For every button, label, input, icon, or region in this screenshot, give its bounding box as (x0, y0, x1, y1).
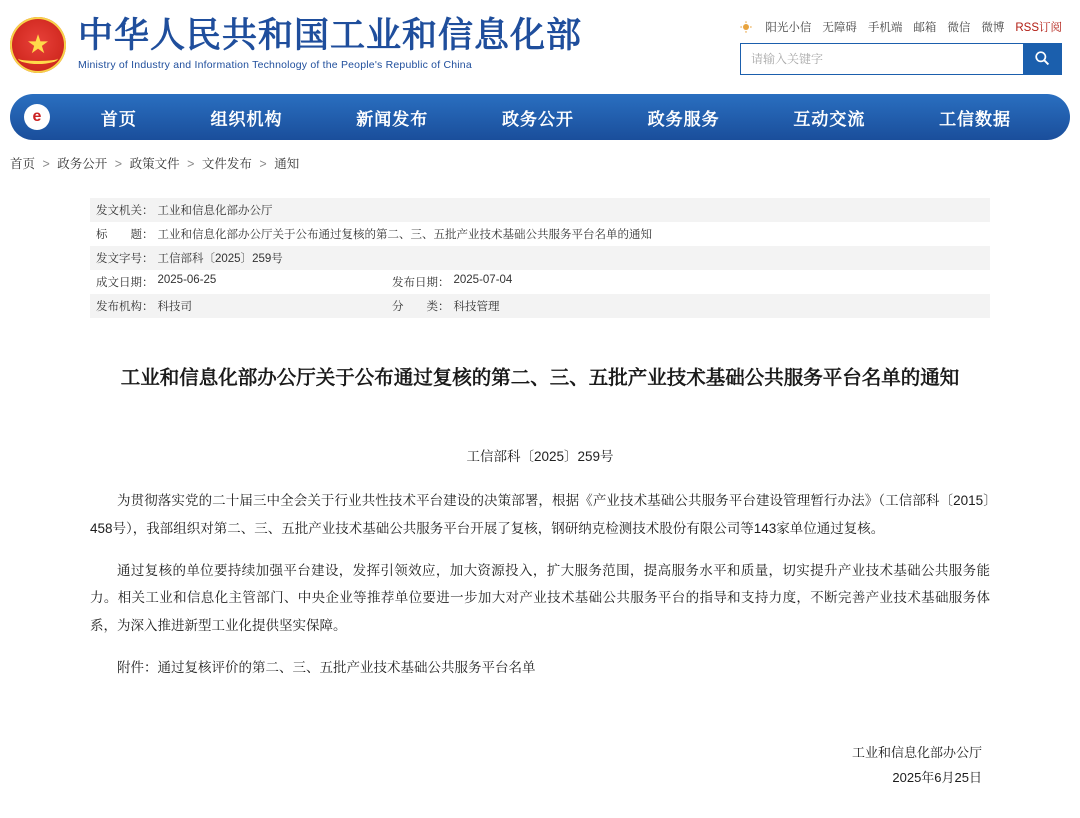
search-input[interactable] (741, 44, 1023, 74)
page-title: 工业和信息化部办公厅关于公布通过复核的第二、三、五批产业技术基础公共服务平台名单的通知 (120, 366, 960, 389)
document-number: 工信部科〔2025〕259号 (466, 449, 614, 465)
metadata-value: 工业和信息化部办公厅关于公布通过复核的第二、三、五批产业技术基础公共服务平台名单的通知 (157, 229, 652, 241)
metadata-label: 分 类： (392, 301, 450, 313)
brand-title-cn: 中华人民共和国工业和信息化部 (78, 16, 583, 57)
metadata-value: 工信部科〔2025〕259号 (157, 253, 283, 265)
metadata-value: 科技管理 (453, 301, 500, 313)
main-nav (10, 94, 1070, 140)
metadata-row-title (90, 222, 990, 246)
top-link-mobile[interactable]: 手机端 (867, 22, 903, 34)
metadata-label: 成文日期： (96, 277, 154, 289)
search-box[interactable] (740, 43, 1062, 75)
breadcrumb-item-home[interactable]: 首页 (10, 157, 36, 171)
metadata-value: 工业和信息化部办公厅 (157, 205, 273, 217)
breadcrumb-separator: > (187, 157, 195, 171)
metadata-value: 2025-07-04 (453, 274, 513, 286)
top-link-sunshine[interactable]: 阳光小信 (765, 22, 812, 34)
breadcrumb-separator: > (42, 157, 50, 171)
top-link-rss[interactable]: RSS订阅 (1015, 22, 1062, 34)
nav-item-news[interactable]: 新闻发布 (356, 109, 429, 129)
search-button[interactable] (1023, 44, 1061, 74)
document-body (90, 487, 990, 681)
breadcrumb-item-doc-release[interactable]: 文件发布 (201, 157, 252, 171)
document-container (90, 198, 990, 791)
nav-item-home[interactable]: 首页 (100, 109, 137, 129)
breadcrumb-item-policy-docs[interactable]: 政策文件 (129, 157, 180, 171)
signature-organization: 工业和信息化部办公厅 (851, 745, 982, 761)
metadata-row-dates (90, 270, 990, 294)
nav-item-government-services[interactable]: 政务服务 (647, 109, 720, 129)
metadata-label: 发文机关： (96, 205, 154, 217)
breadcrumb-item-notice: 通知 (274, 157, 300, 171)
metadata-label: 发布日期： (392, 277, 450, 289)
document-paragraph: 为贯彻落实党的二十届三中全会关于行业共性技术平台建设的决策部署，根据《产业技术基础公共服务平台建设管理暂行办法》（工信部科〔2015〕458号），我部组织对第二、三、五批产业技术基础公共服务平台开展了复核，钢研纳克检测技术股份有限公司等143家单位通过复核。 (90, 493, 990, 536)
search-icon (1034, 50, 1050, 69)
national-emblem-icon (10, 17, 66, 73)
gov-portal-icon[interactable]: e (24, 104, 50, 130)
top-links (740, 19, 1062, 35)
metadata-label: 发布机构： (96, 301, 154, 313)
metadata-label: 标 题： (96, 229, 154, 241)
nav-item-organization[interactable]: 组织机构 (210, 109, 283, 129)
signature-date: 2025年6月25日 (892, 769, 982, 785)
metadata-row-department (90, 294, 990, 318)
metadata-label: 发文字号： (96, 253, 154, 265)
breadcrumb-separator: > (114, 157, 123, 171)
nav-item-industry-data[interactable]: 工信数据 (939, 109, 1012, 129)
breadcrumb (0, 140, 1080, 182)
top-link-weibo[interactable]: 微博 (981, 22, 1005, 34)
document-metadata-table (90, 198, 990, 318)
document-signature (90, 741, 990, 790)
metadata-value: 2025-06-25 (157, 274, 217, 286)
metadata-value: 科技司 (157, 301, 192, 313)
site-header (0, 0, 1080, 90)
top-link-wechat[interactable]: 微信 (947, 22, 971, 34)
nav-item-interaction[interactable]: 互动交流 (793, 109, 866, 129)
metadata-row-docnumber (90, 246, 990, 270)
breadcrumb-separator: > (259, 157, 267, 171)
sun-icon (740, 21, 752, 33)
top-link-mail[interactable]: 邮箱 (913, 22, 937, 34)
brand-title-en: Ministry of Industry and Information Technology of the People's Republic of China (78, 59, 472, 72)
breadcrumb-item-disclosure[interactable]: 政务公开 (57, 157, 108, 171)
nav-item-government-disclosure[interactable]: 政务公开 (501, 109, 574, 129)
document-attachment-line: 附件：通过复核评价的第二、三、五批产业技术基础公共服务平台名单 (117, 659, 536, 675)
document-paragraph: 通过复核的单位要持续加强平台建设，发挥引领效应，加大资源投入，扩大服务范围，提高服务水平和质量，切实提升产业技术基础公共服务能力。相关工业和信息化主管部门、中央企业等推荐单位要进一步加大对产业技术基础公共服务平台的指导和支持力度，不断完善产业技术基础服务体系，为深入推进新型工业化提供坚实保障。 (90, 562, 990, 633)
header-right (740, 15, 1062, 75)
site-brand[interactable] (10, 17, 582, 73)
top-link-accessibility[interactable]: 无障碍 (822, 22, 857, 34)
metadata-row-issuer (90, 198, 990, 222)
